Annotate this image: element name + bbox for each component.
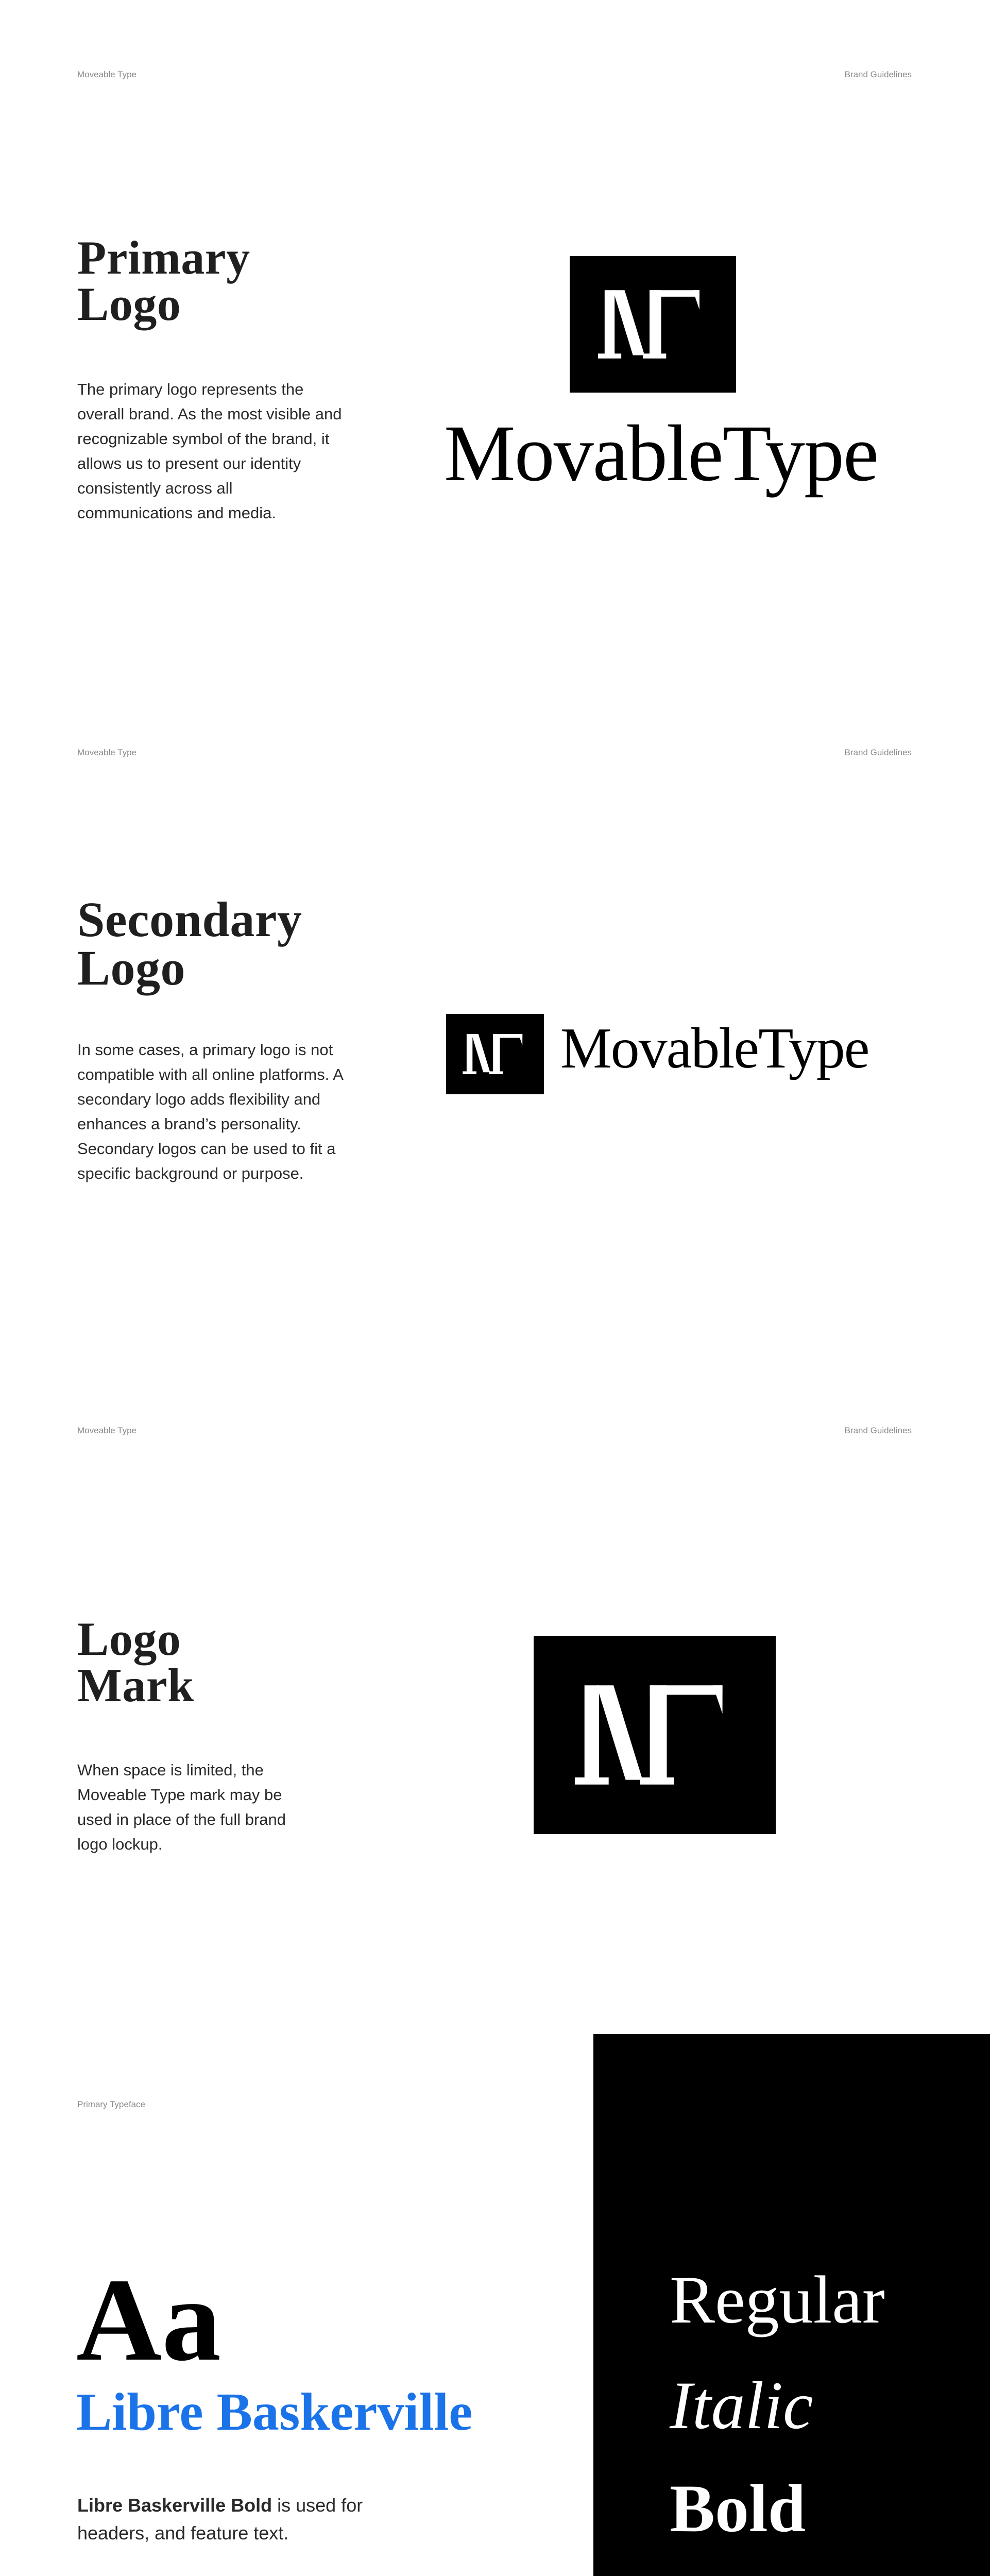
header-brand: Moveable Type <box>77 1426 136 1435</box>
title-line: Mark <box>77 1659 194 1712</box>
primary-logo-page <box>0 0 990 678</box>
typeface-description-bold: Libre Baskerville Bold <box>77 2495 272 2516</box>
header-doc-title: Brand Guidelines <box>844 70 912 79</box>
title-line: Logo <box>77 940 186 996</box>
mt-monogram-icon <box>534 1636 776 1834</box>
logo-mark-page <box>0 1356 990 2034</box>
typeface-description <box>77 2492 366 2547</box>
header-doc-title: Brand Guidelines <box>844 1426 912 1435</box>
secondary-logo-description: In some cases, a primary logo is not compatible with all online platforms. A secondary logo adds flexibility and enhances a brand’s personality. Secondary logos can be used to fit a specific background or purpose. <box>77 1041 343 1182</box>
title-line: Logo <box>77 1613 181 1665</box>
logo-mark-description: When space is limited, the Moveable Type mark may be used in place of the full brand logo lockup. <box>77 1761 286 1853</box>
title-line: Secondary <box>77 892 302 947</box>
secondary-logo-page <box>0 678 990 1356</box>
secondary-logo-title <box>77 892 302 996</box>
header-brand: Moveable Type <box>77 748 136 757</box>
typeface-name: Libre Baskerville <box>76 2382 473 2442</box>
typeface-label: Primary Typeface <box>77 2099 145 2109</box>
typeface-sample: Aa <box>76 2254 221 2385</box>
style-italic: Italic <box>670 2367 813 2443</box>
title-line: Logo <box>77 278 181 331</box>
primary-logo-description: The primary logo represents the overall brand. As the most visible and recognizable symbol of the brand, it allows us to present our identity consistently across all communications and media. <box>77 380 342 522</box>
style-bold: Bold <box>670 2470 806 2546</box>
mt-monogram-icon <box>446 1014 544 1094</box>
typeface-description-rest: is used for headers, and feature text. <box>77 2495 363 2544</box>
primary-wordmark: MovableType <box>444 409 878 498</box>
primary-logo-title <box>77 231 250 331</box>
style-regular: Regular <box>670 2262 885 2337</box>
mt-monogram-icon <box>570 256 736 393</box>
typeface-styles-panel <box>593 2034 990 2576</box>
secondary-wordmark: MovableType <box>560 1016 869 1080</box>
header-doc-title: Brand Guidelines <box>844 748 912 757</box>
typeface-page <box>0 2034 990 2576</box>
title-line: Primary <box>77 231 250 284</box>
header-brand: Moveable Type <box>77 70 136 79</box>
logo-mark-title <box>77 1613 194 1712</box>
